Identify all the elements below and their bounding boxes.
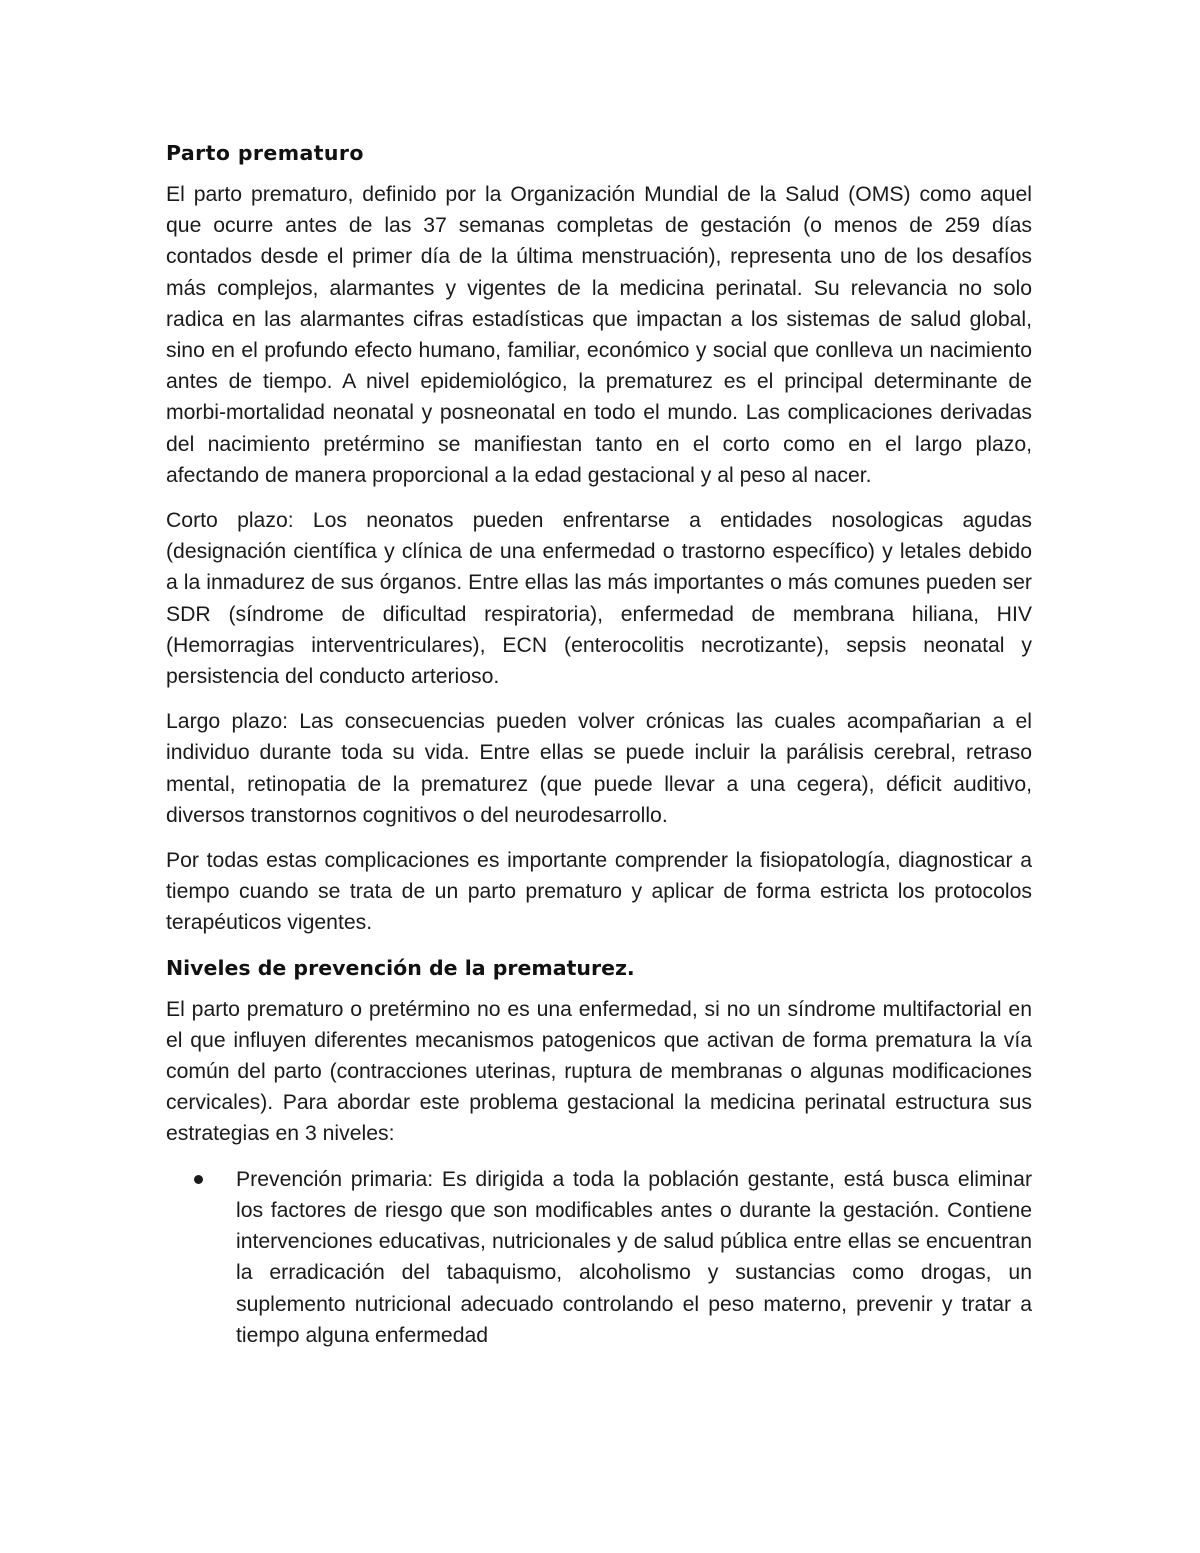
importance-paragraph: Por todas estas complicaciones es importante comprender la fisiopatología, diagnosticar a tiempo cuando se trata de un parto prematuro y aplicar de forma estricta los protocolos terapéuticos vigentes.	[166, 849, 1032, 935]
bullet-text: Prevención primaria: Es dirigida a toda la población gestante, está busca eliminar los factores de riesgo que son modificables antes o durante la gestación. Contiene intervenciones educativas, nutricionales y de salud pública entre ellas se encuentran la erradicación del tabaquismo, alcoholismo y sustancias como drogas, un suplemento nutricional adecuado controlando el peso materno, prevenir y tratar a tiempo alguna enfermedad	[236, 1167, 1032, 1347]
short-term-paragraph: Corto plazo: Los neonatos pueden enfrentarse a entidades nosologicas agudas (designación científica y clínica de una enfermedad o trastorno específico) y letales debido a la inmadurez de sus órganos. Entre ellas las más importantes o más comunes pueden ser SDR (síndrome de dificultad respiratoria), enfermedad de membrana hiliana, HIV (Hemorragias interventriculares), ECN (enterocolitis necrotizante), sepsis neonatal y persistencia del conducto arterioso.	[166, 509, 1032, 689]
section-paragraph: El parto prematuro o pretérmino no es una enfermedad, si no un síndrome multifactorial en el que influyen diferentes mecanismos patogenicos que activan de forma prematura la vía común del parto (contracciones uterinas, ruptura de membranas o algunas modificaciones cervicales). Para abordar este problema gestacional la medicina perinatal estructura sus estrategias en 3 niveles:	[166, 997, 1032, 1146]
long-term-paragraph: Largo plazo: Las consecuencias pueden volver crónicas las cuales acompañarian a el individuo durante toda su vida. Entre ellas se puede incluir la parálisis cerebral, retraso mental, retinopatia de la prematurez (que puede llevar a una cegera), déficit auditivo, diversos transtornos cognitivos o del neurodesarrollo.	[166, 710, 1032, 827]
document-page	[166, 138, 1032, 1351]
bullet-icon	[194, 1175, 203, 1184]
document-title: Parto prematuro	[166, 141, 364, 165]
list-item	[166, 1164, 1032, 1351]
bullet-list	[166, 1164, 1032, 1351]
intro-paragraph: El parto prematuro, definido por la Organización Mundial de la Salud (OMS) como aquel que ocurre antes de las 37 semanas completas de gestación (o menos de 259 días contados desde el primer día de la última menstruación), representa uno de los desafíos más complejos, alarmantes y vigentes de la medicina perinatal. Su relevancia no solo radica en las alarmantes cifras estadísticas que impactan a los sistemas de salud global, sino en el profundo efecto humano, familiar, económico y social que conlleva un nacimiento antes de tiempo. A nivel epidemiológico, la prematurez es el principal determinante de morbi-mortalidad neonatal y posneonatal en todo el mundo. Las complicaciones derivadas del nacimiento pretérmino se manifiestan tanto en el corto como en el largo plazo, afectando de manera proporcional a la edad gestacional y al peso al nacer.	[166, 183, 1032, 487]
section-heading: Niveles de prevención de la prematurez.	[166, 955, 635, 980]
